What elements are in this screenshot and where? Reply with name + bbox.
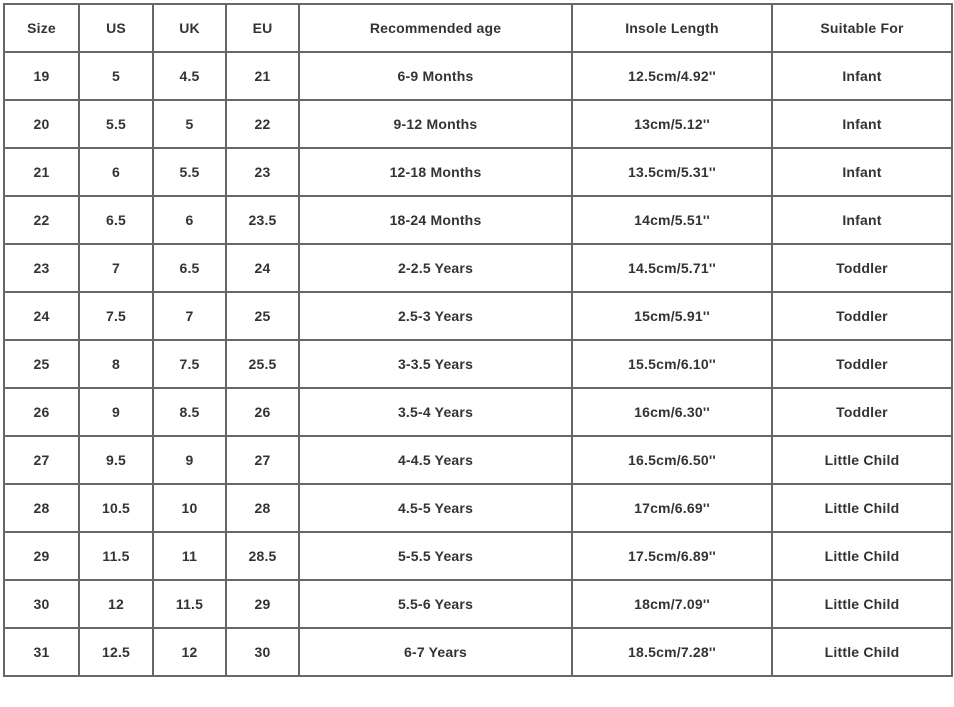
cell-insole-length: 14.5cm/5.71'' [572, 244, 772, 292]
cell-recommended-age: 9-12 Months [299, 100, 572, 148]
cell-size: 28 [4, 484, 79, 532]
cell-size: 22 [4, 196, 79, 244]
table-row [4, 484, 952, 532]
header-size: Size [4, 4, 79, 52]
cell-uk: 7.5 [153, 340, 226, 388]
cell-uk: 4.5 [153, 52, 226, 100]
cell-insole-length: 16cm/6.30'' [572, 388, 772, 436]
cell-suitable-for: Little Child [772, 628, 952, 676]
cell-recommended-age: 4-4.5 Years [299, 436, 572, 484]
cell-eu: 23.5 [226, 196, 299, 244]
cell-eu: 21 [226, 52, 299, 100]
cell-us: 10.5 [79, 484, 153, 532]
cell-size: 27 [4, 436, 79, 484]
cell-suitable-for: Toddler [772, 340, 952, 388]
cell-eu: 28.5 [226, 532, 299, 580]
cell-eu: 24 [226, 244, 299, 292]
cell-suitable-for: Little Child [772, 436, 952, 484]
cell-us: 7.5 [79, 292, 153, 340]
cell-recommended-age: 5-5.5 Years [299, 532, 572, 580]
cell-us: 6 [79, 148, 153, 196]
cell-suitable-for: Little Child [772, 484, 952, 532]
cell-us: 9 [79, 388, 153, 436]
cell-suitable-for: Infant [772, 196, 952, 244]
cell-eu: 25.5 [226, 340, 299, 388]
cell-size: 26 [4, 388, 79, 436]
cell-recommended-age: 2.5-3 Years [299, 292, 572, 340]
table-row [4, 580, 952, 628]
table-row [4, 244, 952, 292]
cell-recommended-age: 6-9 Months [299, 52, 572, 100]
cell-recommended-age: 18-24 Months [299, 196, 572, 244]
cell-recommended-age: 4.5-5 Years [299, 484, 572, 532]
table-row [4, 100, 952, 148]
size-chart-container [3, 3, 953, 677]
cell-suitable-for: Toddler [772, 388, 952, 436]
cell-uk: 9 [153, 436, 226, 484]
size-chart-table [3, 3, 953, 677]
cell-insole-length: 15cm/5.91'' [572, 292, 772, 340]
cell-suitable-for: Little Child [772, 580, 952, 628]
cell-insole-length: 16.5cm/6.50'' [572, 436, 772, 484]
header-recommended-age: Recommended age [299, 4, 572, 52]
cell-us: 6.5 [79, 196, 153, 244]
cell-uk: 6.5 [153, 244, 226, 292]
cell-uk: 6 [153, 196, 226, 244]
cell-size: 25 [4, 340, 79, 388]
cell-recommended-age: 3.5-4 Years [299, 388, 572, 436]
cell-recommended-age: 5.5-6 Years [299, 580, 572, 628]
cell-eu: 26 [226, 388, 299, 436]
cell-recommended-age: 12-18 Months [299, 148, 572, 196]
table-row [4, 628, 952, 676]
table-row [4, 436, 952, 484]
cell-uk: 11.5 [153, 580, 226, 628]
cell-uk: 10 [153, 484, 226, 532]
cell-size: 19 [4, 52, 79, 100]
cell-us: 8 [79, 340, 153, 388]
table-row [4, 532, 952, 580]
table-row [4, 196, 952, 244]
header-suitable-for: Suitable For [772, 4, 952, 52]
table-header [4, 4, 952, 52]
header-eu: EU [226, 4, 299, 52]
cell-us: 5.5 [79, 100, 153, 148]
cell-uk: 7 [153, 292, 226, 340]
cell-size: 20 [4, 100, 79, 148]
cell-eu: 25 [226, 292, 299, 340]
cell-suitable-for: Infant [772, 52, 952, 100]
cell-us: 12.5 [79, 628, 153, 676]
header-insole-length: Insole Length [572, 4, 772, 52]
header-us: US [79, 4, 153, 52]
cell-us: 9.5 [79, 436, 153, 484]
cell-size: 29 [4, 532, 79, 580]
cell-uk: 5.5 [153, 148, 226, 196]
cell-recommended-age: 3-3.5 Years [299, 340, 572, 388]
cell-recommended-age: 2-2.5 Years [299, 244, 572, 292]
cell-uk: 8.5 [153, 388, 226, 436]
cell-suitable-for: Infant [772, 148, 952, 196]
cell-suitable-for: Little Child [772, 532, 952, 580]
cell-us: 7 [79, 244, 153, 292]
cell-size: 21 [4, 148, 79, 196]
table-row [4, 340, 952, 388]
header-row [4, 4, 952, 52]
cell-eu: 29 [226, 580, 299, 628]
table-row [4, 52, 952, 100]
cell-insole-length: 17.5cm/6.89'' [572, 532, 772, 580]
cell-insole-length: 18.5cm/7.28'' [572, 628, 772, 676]
table-body [4, 52, 952, 676]
cell-eu: 28 [226, 484, 299, 532]
cell-suitable-for: Infant [772, 100, 952, 148]
cell-us: 11.5 [79, 532, 153, 580]
cell-uk: 5 [153, 100, 226, 148]
cell-us: 12 [79, 580, 153, 628]
cell-size: 24 [4, 292, 79, 340]
cell-uk: 11 [153, 532, 226, 580]
table-row [4, 388, 952, 436]
cell-size: 23 [4, 244, 79, 292]
table-row [4, 148, 952, 196]
cell-eu: 23 [226, 148, 299, 196]
cell-eu: 30 [226, 628, 299, 676]
cell-us: 5 [79, 52, 153, 100]
cell-suitable-for: Toddler [772, 292, 952, 340]
header-uk: UK [153, 4, 226, 52]
cell-insole-length: 13cm/5.12'' [572, 100, 772, 148]
cell-insole-length: 13.5cm/5.31'' [572, 148, 772, 196]
cell-insole-length: 15.5cm/6.10'' [572, 340, 772, 388]
cell-insole-length: 14cm/5.51'' [572, 196, 772, 244]
cell-eu: 22 [226, 100, 299, 148]
cell-insole-length: 17cm/6.69'' [572, 484, 772, 532]
table-row [4, 292, 952, 340]
cell-eu: 27 [226, 436, 299, 484]
cell-suitable-for: Toddler [772, 244, 952, 292]
cell-size: 30 [4, 580, 79, 628]
cell-insole-length: 12.5cm/4.92'' [572, 52, 772, 100]
cell-size: 31 [4, 628, 79, 676]
cell-uk: 12 [153, 628, 226, 676]
cell-recommended-age: 6-7 Years [299, 628, 572, 676]
cell-insole-length: 18cm/7.09'' [572, 580, 772, 628]
